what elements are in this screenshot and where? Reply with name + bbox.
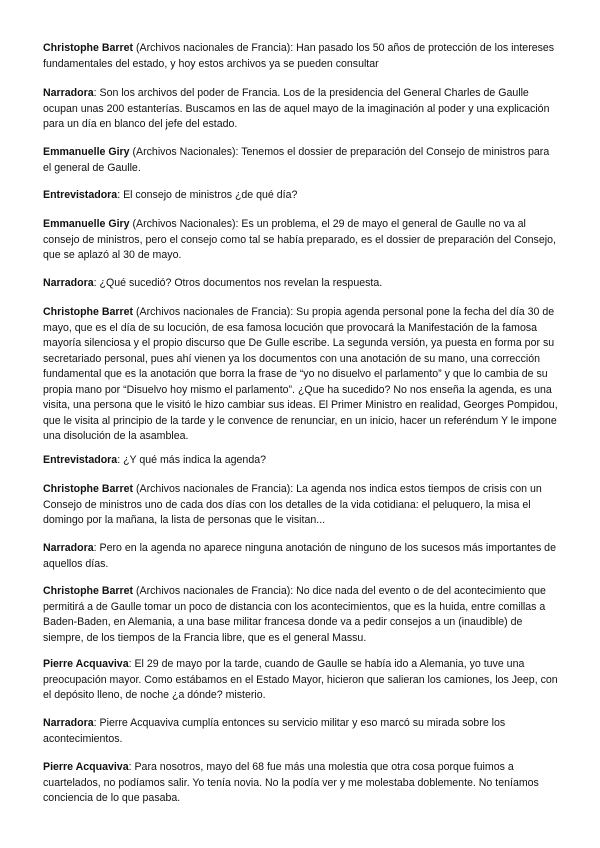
speaker-name: Christophe Barret <box>43 42 134 54</box>
paragraph-text: : Pierre Acquaviva cumplía entonces su servicio militar y eso marcó su mirada sobre los acontecimientos. <box>43 717 506 745</box>
speaker-name: Emmanuelle Giry <box>43 146 130 158</box>
paragraph-text: (Archivos nacionales de Francia): No dice nada del evento o de del acontecimiento que permitirá a de Gaulle tomar un poco de distancia con los acontecimientos, que es la huida, entre comillas a Baden-Baden, en Alemania, a una base militar francesa donde va a pedir consejos a un (inaudible) de siempre, de los tiempos de la Francia libre, que es el general Massu. <box>43 585 546 644</box>
paragraph-2 <box>43 86 560 133</box>
speaker-name: Christophe Barret <box>43 483 134 495</box>
speaker-name: Narradora <box>43 87 94 99</box>
paragraph-10 <box>43 541 560 572</box>
speaker-name: Narradora <box>43 542 94 554</box>
speaker-name: Narradora <box>43 277 94 289</box>
paragraph-text: : Pero en la agenda no aparece ninguna anotación de ninguno de los sucesos más importantes de aquellos días. <box>43 542 556 570</box>
paragraph-4 <box>43 188 560 204</box>
paragraph-9 <box>43 482 560 529</box>
speaker-name: Entrevistadora <box>43 454 118 466</box>
paragraph-14 <box>43 760 560 807</box>
paragraph-text: (Archivos nacionales de Francia): La agenda nos indica estos tiempos de crisis con un Consejo de ministros uno de cada dos días con los detalles de la vida cotidiana: el peluquero, la misa el domingo por la mañana, la lista de personas que le visitan... <box>43 483 542 526</box>
paragraph-text: (Archivos nacionales de Francia): Su propia agenda personal pone la fecha del día 30 de mayo, que es el día de su locución, de esa famosa locución que provocará la Manifestación de la famosa mayoría silenciosa y el propio discurso que De Gulle escribe. La segunda versión, ya puesta en forma por su secretariado personal, pues ahí vienen ya los documentos con una anotación de su mano, una corrección fundamental que es la anotación que borra la frase de “yo no disuelvo el parlamento” y que lo cambia de su propia mano por “Disuelvo hoy mismo el parlamento”. ¿Que ha sucedido? No nos enseña la agenda, es una visita, una persona que le visitó le hizo cambiar sus ideas. El Primer Ministro en realidad, Georges Pompidou, que le visita al principio de la tarde y le convence de renunciar, en un inicio, hacer un referéndum Y le impone una disolución de la asamblea. <box>43 306 558 442</box>
speaker-name: Christophe Barret <box>43 306 134 318</box>
paragraph-8 <box>43 453 560 469</box>
speaker-name: Christophe Barret <box>43 585 134 597</box>
speaker-name: Pierre Acquaviva <box>43 761 129 773</box>
paragraph-text: : El 29 de mayo por la tarde, cuando de Gaulle se había ido a Alemania, yo tuve una preocupación mayor. Como estábamos en el Estado Mayor, hicieron que salieran los camiones, los Jeep, con el depósito lleno, de noche ¿a dónde? misterio. <box>43 658 558 701</box>
paragraph-13 <box>43 716 560 747</box>
paragraph-text: : ¿Y qué más indica la agenda? <box>117 454 266 466</box>
paragraph-11 <box>43 584 560 646</box>
paragraph-text: (Archivos nacionales de Francia): Han pasado los 50 años de protección de los intereses fundamentales del estado, y hoy estos archivos ya se pueden consultar <box>43 42 555 70</box>
paragraph-text: : Para nosotros, mayo del 68 fue más una molestia que otra cosa porque fuimos a cuartelados, no podíamos salir. Yo tenía novia. No la podía ver y me molestaba doblemente. No teníamos conciencia de lo que pasaba. <box>43 761 539 804</box>
paragraph-1 <box>43 41 560 72</box>
paragraph-12 <box>43 657 560 704</box>
speaker-name: Emmanuelle Giry <box>43 218 130 230</box>
paragraph-7 <box>43 305 560 445</box>
paragraph-text: (Archivos Nacionales): Tenemos el dossier de preparación del Consejo de ministros para el general de Gaulle. <box>43 146 550 174</box>
paragraph-5 <box>43 217 560 264</box>
speaker-name: Narradora <box>43 717 94 729</box>
speaker-name: Entrevistadora <box>43 189 118 201</box>
paragraph-text: (Archivos Nacionales): Es un problema, el 29 de mayo el general de Gaulle no va al consejo de ministros, pero el consejo como tal se había preparado, es el dossier de preparación del Consejo, que se aplazó al 30 de mayo. <box>43 218 556 261</box>
paragraph-3 <box>43 145 560 176</box>
speaker-name: Pierre Acquaviva <box>43 658 129 670</box>
paragraph-6 <box>43 276 560 292</box>
paragraph-text: : Son los archivos del poder de Francia. Los de la presidencia del General Charles de Gaulle ocupan unas 200 estanterías. Buscamos en las de aquel mayo de la imaginación al poder y una explicación para un día en blanco del jefe del estado. <box>43 87 550 130</box>
paragraph-text: : El consejo de ministros ¿de qué día? <box>117 189 298 201</box>
paragraph-text: : ¿Qué sucedió? Otros documentos nos revelan la respuesta. <box>93 277 383 289</box>
